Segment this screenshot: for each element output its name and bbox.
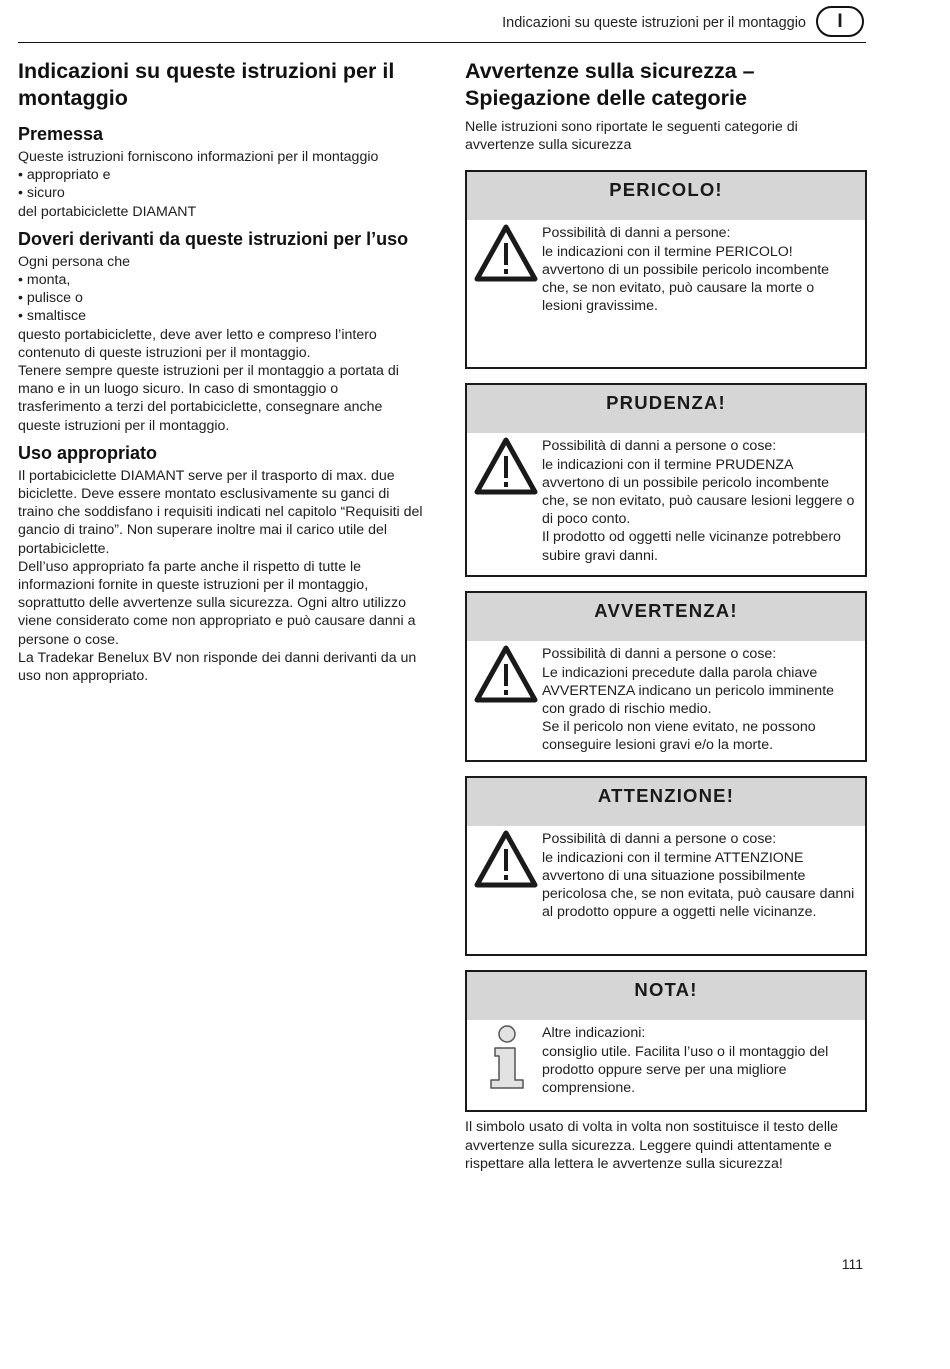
- right-column: [465, 58, 867, 1173]
- bullet-item: • monta,: [18, 272, 71, 289]
- left-title: Indicazioni su queste istruzioni per il montaggio: [18, 59, 395, 110]
- paragraph: questo portabiciclette, deve aver letto e compreso l’intero contenuto di queste istruzioni per il montaggio.: [18, 326, 377, 361]
- bullet-item: • appropriato e: [18, 167, 111, 184]
- paragraph: Tenere sempre queste istruzioni per il montaggio a portata di mano e in un luogo sicuro. In caso di smontaggio o trasferimento a terzi del portabiciclette, consegnare anche queste istruzioni per il montaggio.: [18, 363, 399, 434]
- bullet-item: • smaltisce: [18, 308, 87, 325]
- warning-box-body: [467, 433, 865, 572]
- warning-box-line: le indicazioni con il termine PRUDENZA avvertono di un possibile pericolo incombente che, se non evitato, può causare lesioni leggere o di poco conto.: [542, 456, 855, 528]
- section-heading: Doveri derivanti da queste istruzioni per l’uso: [18, 228, 409, 249]
- paragraph: del portabiciclette DIAMANT: [18, 203, 197, 220]
- paragraph: Ogni persona che: [18, 253, 130, 270]
- note-box-line: Altre indicazioni:: [542, 1025, 646, 1042]
- running-header: Indicazioni su queste istruzioni per il montaggio: [502, 15, 806, 31]
- section-doveri: [18, 227, 423, 435]
- paragraph: La Tradekar Benelux BV non risponde dei danni derivanti da un uso non appropriato.: [18, 649, 417, 685]
- warning-box-line: Possibilità di danni a persone o cose:: [542, 646, 777, 663]
- left-column: [18, 58, 423, 685]
- warning-box-line: Possibilità di danni a persone o cose:: [542, 438, 777, 455]
- right-title: Avvertenze sulla sicurezza – Spiegazione delle categorie: [465, 59, 755, 110]
- warning-box-line: le indicazioni con il termine ATTENZIONE avvertono di una situazione possibilmente pericolosa che, se non evitata, può causare danni al prodotto oppure a oggetti nelle vicinanze.: [542, 849, 855, 921]
- note-box-nota: [465, 970, 867, 1112]
- warning-box-body: [467, 641, 865, 762]
- warning-box-label: PRUDENZA!: [467, 385, 865, 433]
- warning-box-avvertenza: [465, 591, 867, 762]
- warning-box-line: Se il pericolo non viene evitato, ne possono conseguire lesioni gravi e/o la morte.: [542, 719, 816, 754]
- paragraph: Queste istruzioni forniscono informazioni per il montaggio: [18, 149, 379, 165]
- warning-box-line: Possibilità di danni a persone:: [542, 225, 731, 242]
- bullet-item: • sicuro: [18, 185, 65, 202]
- warning-box-line: le indicazioni con il termine PERICOLO! avvertono di un possibile pericolo incombente che, se non evitato, può causare la morte o lesioni gravissime.: [542, 243, 830, 315]
- note-box-body: [467, 1020, 865, 1105]
- warning-box-body: [467, 220, 865, 323]
- section-heading: Premessa: [18, 124, 104, 144]
- closing-text: Il simbolo usato di volta in volta non sostituisce il testo delle avvertenze sulla sicurezza. Leggere quindi attentamente e rispettare alla lettera le avvertenze sulla sicurezza!: [465, 1119, 839, 1172]
- warning-box-attenzione: [465, 776, 867, 956]
- warning-triangle-icon: [474, 224, 538, 282]
- warning-box-prudenza: [465, 383, 867, 577]
- warning-triangle-icon: [474, 437, 538, 495]
- header-rule: [18, 42, 866, 43]
- paragraph: Dell’uso appropriato fa parte anche il rispetto di tutte le informazioni fornite in queste istruzioni per il montaggio, soprattutto delle avvertenze sulla sicurezza. Ogni altro utilizzo viene considerato come non appropriato e può causare danni a persone o cose.: [18, 558, 416, 648]
- section-heading: Uso appropriato: [18, 442, 158, 463]
- note-box-label: NOTA!: [467, 972, 865, 1020]
- warning-box-label: PERICOLO!: [467, 172, 865, 220]
- warning-box-line: Possibilità di danni a persone o cose:: [542, 831, 777, 848]
- warning-triangle-icon: [474, 830, 538, 888]
- warning-box-pericolo: [465, 170, 867, 369]
- warning-box-label: AVVERTENZA!: [467, 593, 865, 641]
- warning-box-body: [467, 826, 865, 929]
- warning-box-line: Le indicazioni precedute dalla parola chiave AVVERTENZA indicano un pericolo imminente con grado di rischio medio.: [542, 664, 835, 718]
- intro-text: Nelle istruzioni sono riportate le seguenti categorie di avvertenze sulla sicurezza: [465, 119, 798, 154]
- section-uso-appropriato: [18, 441, 423, 685]
- language-badge: I: [816, 6, 864, 37]
- page-number: 111: [841, 1256, 863, 1272]
- warning-box-line: Il prodotto od oggetti nelle vicinanze potrebbero subire gravi danni.: [542, 529, 841, 564]
- note-box-line: consiglio utile. Facilita l’uso o il montaggio del prodotto oppure serve per una migliore comprensione.: [542, 1043, 829, 1097]
- warning-triangle-icon: [474, 645, 538, 703]
- paragraph: Il portabiciclette DIAMANT serve per il trasporto di max. due biciclette. Deve essere montato esclusivamente su ganci di traino che soddisfano i requisiti indicati nel capitolo “Requisiti del gancio di traino”. Non superare inoltre mai il carico utile del portabiciclette.: [18, 467, 423, 557]
- info-i-icon: [487, 1024, 529, 1090]
- bullet-item: • pulisce o: [18, 290, 83, 307]
- warning-box-label: ATTENZIONE!: [467, 778, 865, 826]
- section-premessa: [18, 122, 423, 221]
